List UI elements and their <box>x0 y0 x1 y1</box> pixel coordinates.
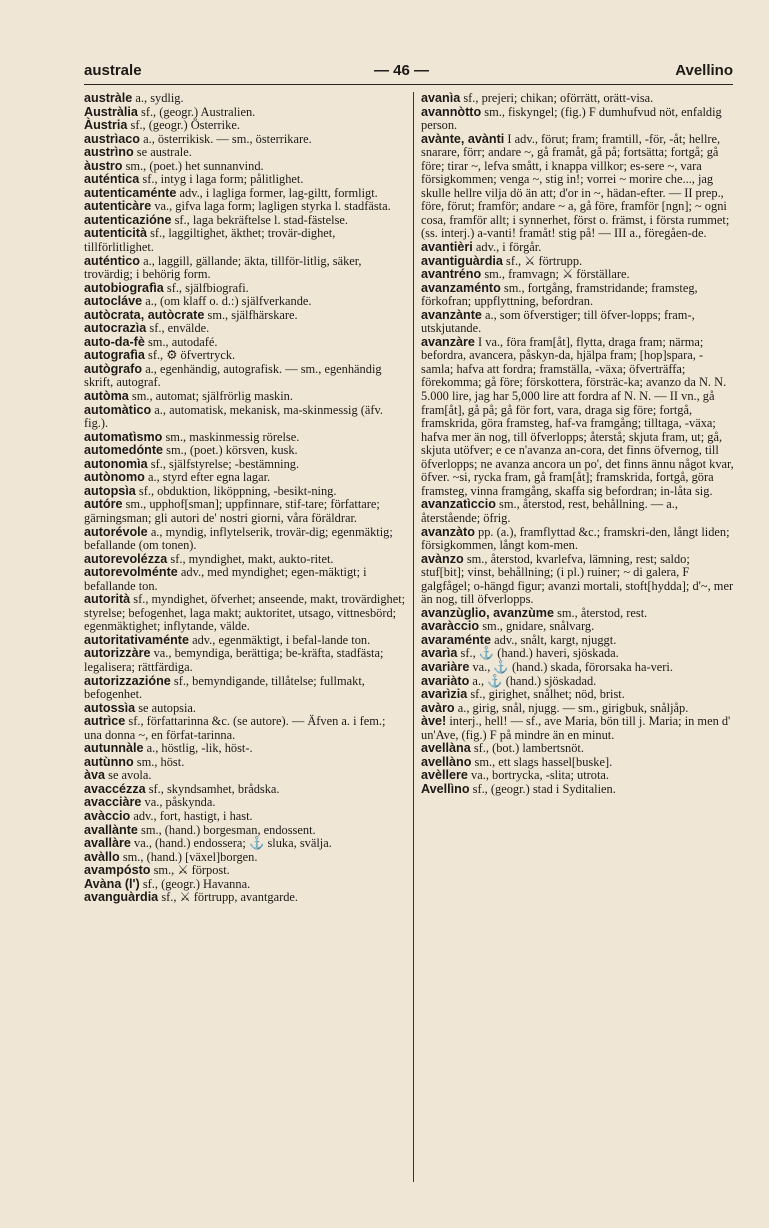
entry-definition: sf., envälde. <box>149 321 210 336</box>
dictionary-entry <box>84 336 406 350</box>
entry-definition: sm., maskinmessig rörelse. <box>165 429 300 444</box>
dictionary-entry <box>84 715 406 742</box>
dictionary-entry <box>421 647 735 661</box>
entry-headword: autùnno <box>84 754 134 769</box>
entry-headword: autocláve <box>84 294 143 309</box>
dictionary-entry <box>84 864 406 878</box>
dictionary-entry <box>421 92 735 106</box>
entry-headword: avanzàre <box>421 334 475 349</box>
dictionary-entry <box>421 526 735 553</box>
entry-headword: autorità <box>84 592 131 607</box>
entry-definition: sf., myndighet, öfverhet; anseende, makt, trovärdighet; styrelse; befogenhet, laga makt; auktoritet, utsago, vittnesbörd; egenmäktighet; inflytande, välde. <box>84 592 406 634</box>
column-divider <box>413 92 414 1182</box>
entry-headword: avanzatìccio <box>421 497 496 512</box>
entry-definition: a., styrd efter egna lagar. <box>147 470 271 485</box>
entry-headword: austrìaco <box>84 131 140 146</box>
entry-definition: sm., (hand.) [växel]borgen. <box>122 849 258 864</box>
entry-headword: avànzo <box>421 551 464 566</box>
entry-definition: sf., intyg i laga form; pålitlighet. <box>142 172 304 187</box>
entry-definition: sf., prejeri; chikan; oförrätt, orätt-visa. <box>463 91 654 105</box>
dictionary-entry <box>84 742 406 756</box>
dictionary-entry <box>84 282 406 296</box>
entry-definition: a., (om klaff o. d.:) själfverkande. <box>145 294 312 309</box>
entry-definition: va., bemyndiga, berättiga; be-kräfta, stadfästa; legalisera; rättfärdiga. <box>84 646 384 674</box>
entry-headword: autòcrata, autòcrate <box>84 307 205 322</box>
entry-definition: sm., autodafé. <box>147 334 218 349</box>
entry-definition: sm., återstod, rest. <box>557 605 648 620</box>
entry-headword: automàtico <box>84 402 152 417</box>
dictionary-entry <box>84 891 406 905</box>
entry-definition: a., egenhändig, autografisk. — sm., egenhändig skrift, autograf. <box>84 361 382 390</box>
dictionary-entry <box>421 498 735 525</box>
entry-definition: sm., återstod, kvarlefva, lämning, rest; saldo; stuf[bit]; vinst, behållning; (i pl.) ruiner; ~ di galera, F galgfågel; o-hängd figur; avanzi mortali, stoft[hydda]; d'~, mer än nog, till öfverlopps. <box>421 551 734 607</box>
entry-definition: sm., (hand.) borgesman, endossent. <box>141 822 316 837</box>
entry-definition: sm., (poet.) het sunnanvind. <box>125 158 264 173</box>
entry-definition: va., ⚓ (hand.) skada, förorsaka ha-veri. <box>472 659 673 674</box>
entry-headword: Àustria <box>84 118 128 133</box>
dictionary-entry <box>84 485 406 499</box>
entry-definition: adv., i förgår. <box>475 240 542 255</box>
entry-headword: avaccézza <box>84 781 146 796</box>
entry-definition: I adv., förut; fram; framtill, -för, -åt; hellre, snarare, förr; andare ~, gå framåt, gå på; fortsätta; fortgå; gå före; tirar ~, lefva smått, i knappa villkor; es-sere ~, vara försigkommen; venga ~, stig in!; vorrei ~ morire che..., jag skulle hellre vilja dö än att; d'or in ~, hädan-efter. — II prep., före, förut; framför; andare ~ a, gå före, framför [ngn]; ~ ogni cosa, framför allt; i synnerhet, först o. främst, i första rummet; (ss. interj.) a-vanti! framåt! stig på! — III a., föregåen-de. <box>421 131 730 241</box>
entry-headword: avanzàto <box>421 524 475 539</box>
entry-headword: autopsìa <box>84 483 136 498</box>
dictionary-entry <box>84 783 406 797</box>
entry-headword: autóre <box>84 497 123 512</box>
header-last-word: Avellino <box>675 62 733 79</box>
entry-definition: sf., ⚙ öfvertryck. <box>148 348 236 363</box>
entry-definition: sm., fiskyngel; (fig.) F dumhufvud nöt, enfaldig person. <box>421 104 722 133</box>
entry-definition: sm., (poet.) körsven, kusk. <box>166 443 298 458</box>
entry-headword: avanìa <box>421 91 461 105</box>
dictionary-entry <box>84 471 406 485</box>
entry-headword: avarìa <box>421 646 458 661</box>
dictionary-entry <box>421 756 735 770</box>
entry-definition: sf., bemyndigande, tillåtelse; fullmakt, befogenhet. <box>84 673 365 702</box>
entry-definition: sm., automat; själfrörlig maskin. <box>131 389 293 404</box>
entry-headword: autenticàre <box>84 199 152 214</box>
entry-headword: avantièri <box>421 240 473 255</box>
entry-headword: avanzaménto <box>421 280 501 295</box>
dictionary-entry <box>84 498 406 525</box>
entry-headword: auténtica <box>84 172 140 187</box>
entry-definition: pp. (a.), framflyttad &c.; framskri-den, långt liden; försigkommen, långt kom-men. <box>421 524 730 553</box>
entry-headword: autenticazióne <box>84 212 172 227</box>
dictionary-entry <box>84 146 406 160</box>
dictionary-entry <box>84 675 406 702</box>
dictionary-entry <box>84 566 406 593</box>
dictionary-entry <box>421 742 735 756</box>
entry-definition: sf., själfstyrelse; -bestämning. <box>150 456 300 471</box>
entry-headword: Avàna (l') <box>84 876 140 891</box>
entry-headword: autorévole <box>84 524 148 539</box>
dictionary-entry <box>421 688 735 702</box>
entry-definition: sf., myndighet, makt, aukto-ritet. <box>170 551 334 566</box>
entry-headword: avanguàrdia <box>84 890 159 905</box>
dictionary-entry <box>421 769 735 783</box>
dictionary-entry <box>84 363 406 390</box>
entry-headword: avanzùglio, avanzùme <box>421 605 554 620</box>
entry-headword: auto-da-fè <box>84 334 145 349</box>
entry-definition: adv., fort, hastigt, i hast. <box>133 808 253 823</box>
entry-definition: se australe. <box>136 145 192 160</box>
entry-definition: sm., återstod, rest, behållning. — a., återstående; öfrig. <box>421 497 678 525</box>
dictionary-entry <box>421 783 735 797</box>
entry-definition: sf., laga bekräftelse l. stad-fästelse. <box>174 212 348 227</box>
entry-headword: autossìa <box>84 700 136 715</box>
entry-headword: autrìce <box>84 714 126 729</box>
entry-headword: avannòtto <box>421 104 482 119</box>
header-rule <box>84 84 733 85</box>
dictionary-entry <box>84 444 406 458</box>
entry-headword: avarìzia <box>421 687 468 702</box>
entry-headword: autobiografìa <box>84 280 164 295</box>
dictionary-entry <box>84 119 406 133</box>
dictionary-entry <box>84 810 406 824</box>
dictionary-entry <box>84 295 406 309</box>
entry-headword: avantiguàrdia <box>421 253 503 268</box>
entry-headword: automatìsmo <box>84 429 163 444</box>
entry-definition: sm., höst. <box>136 754 185 769</box>
dictionary-entry <box>84 309 406 323</box>
dictionary-entry <box>84 173 406 187</box>
page-header <box>84 58 733 82</box>
entry-definition: va., påskynda. <box>144 795 216 810</box>
entry-headword: autenticità <box>84 226 147 241</box>
dictionary-entry <box>84 458 406 472</box>
entry-headword: autocrazìa <box>84 321 147 336</box>
entry-headword: autunnàle <box>84 741 144 756</box>
dictionary-entry <box>421 241 735 255</box>
entry-definition: sf., (geogr.) Australien. <box>141 104 256 119</box>
entry-headword: avèllere <box>421 768 468 783</box>
dictionary-entry <box>84 593 406 634</box>
entry-headword: auténtico <box>84 253 140 268</box>
entry-definition: va., (hand.) endossera; ⚓ sluka, svälja. <box>134 836 332 851</box>
entry-definition: sm., framvagn; ⚔ förställare. <box>484 267 630 282</box>
dictionary-entry <box>84 227 406 254</box>
dictionary-entry <box>84 702 406 716</box>
entry-definition: se avola. <box>108 768 152 783</box>
entry-definition: va., bortrycka, -slita; utrota. <box>471 768 610 783</box>
entry-definition: a., sydlig. <box>135 91 184 105</box>
dictionary-entry <box>421 133 735 241</box>
entry-headword: autonomìa <box>84 456 148 471</box>
entry-definition: a., som öfverstiger; till öfver-lopps; fram-, utskjutande. <box>421 307 695 336</box>
dictionary-entry <box>84 187 406 201</box>
dictionary-entry <box>421 607 735 621</box>
entry-definition: sf., obduktion, liköppning, -besikt-ning. <box>138 483 337 498</box>
entry-headword: autenticaménte <box>84 185 177 200</box>
dictionary-entry <box>421 106 735 133</box>
dictionary-entry <box>84 431 406 445</box>
dictionary-entry <box>84 255 406 282</box>
entry-definition: sm., ⚔ förpost. <box>153 863 230 878</box>
entry-definition: sm., gnidare, snålvarg. <box>482 619 595 634</box>
entry-definition: a., höstlig, -lik, höst-. <box>146 741 253 756</box>
entry-headword: autorevolézza <box>84 551 168 566</box>
entry-definition: sf., (geogr.) Havanna. <box>142 876 251 891</box>
entry-definition: sf., laggiltighet, äkthet; trovär-dighet, tillförlitlighet. <box>84 226 336 255</box>
dictionary-entry <box>84 553 406 567</box>
page-number: — 46 — <box>374 62 430 79</box>
entry-headword: avàro <box>421 700 455 715</box>
entry-headword: avallànte <box>84 822 138 837</box>
dictionary-entry <box>84 647 406 674</box>
entry-definition: sf., själfbiografi. <box>166 280 249 295</box>
entry-headword: avaràccio <box>421 619 480 634</box>
entry-headword: autoritativaménte <box>84 632 189 647</box>
entry-definition: va., gifva laga form; lagligen styrka l. stadfästa. <box>154 199 391 214</box>
entry-headword: autorevolménte <box>84 565 178 580</box>
entry-headword: avellàna <box>421 741 471 756</box>
entry-headword: avariàto <box>421 673 470 688</box>
entry-headword: autògrafo <box>84 361 143 376</box>
dictionary-entry <box>84 526 406 553</box>
dictionary-entry <box>84 878 406 892</box>
left-column <box>84 92 406 905</box>
entry-headword: avariàre <box>421 659 470 674</box>
entry-headword: avellàno <box>421 754 472 769</box>
entry-definition: sf., skyndsamhet, brådska. <box>148 781 280 796</box>
entry-headword: avaraménte <box>421 632 492 647</box>
dictionary-entry <box>421 268 735 282</box>
entry-headword: avàccio <box>84 808 131 823</box>
dictionary-entry <box>84 756 406 770</box>
dictionary-entry <box>84 851 406 865</box>
dictionary-entry <box>84 634 406 648</box>
entry-definition: interj., hell! — sf., ave Maria, bön till j. Maria; in men d' un'Ave, (fig.) F på mindre än en minut. <box>421 714 731 742</box>
entry-headword: àve! <box>421 714 447 729</box>
entry-definition: sf., ⚓ (hand.) haveri, sjöskada. <box>460 646 619 661</box>
dictionary-entry <box>84 200 406 214</box>
entry-headword: automedónte <box>84 443 164 458</box>
entry-definition: sf., girighet, snålhet; nöd, brist. <box>470 687 625 702</box>
dictionary-entry <box>84 837 406 851</box>
entry-definition: sm., upphof[sman]; uppfinnare, stif-tare; författare; gärningsman; gli autori de' nostri giorni, våra föräldrar. <box>84 497 380 525</box>
entry-definition: a., myndig, inflytelserik, trovär-dig; egenmäktig; befallande (om tonen). <box>84 524 393 553</box>
entry-definition: sm., själfhärskare. <box>207 307 298 322</box>
entry-headword: avacciàre <box>84 795 142 810</box>
dictionary-entry <box>84 322 406 336</box>
entry-definition: a., ⚓ (hand.) sjöskadad. <box>472 673 597 688</box>
dictionary-entry <box>421 620 735 634</box>
entry-headword: austràle <box>84 91 133 105</box>
entry-headword: avantréno <box>421 267 482 282</box>
entry-definition: a., girig, snål, njugg. — sm., girigbuk, snåljåp. <box>457 700 689 715</box>
dictionary-entry <box>84 92 406 106</box>
entry-headword: autorizzazióne <box>84 673 171 688</box>
dictionary-entry <box>84 349 406 363</box>
entry-definition: I va., föra fram[åt], flytta, draga fram; närma; befordra, avancera, påskyn-da, hjälpa fram; [hop]spara, -samla; hafva att fordra; framställa, -växa; öfverträffa; förekomma; gå före; förskottera, försträc-ka; avanzo da N. N. 5.000 lire, jag har 5,000 lire att fordra af N. N. — II vn., gå fram[åt], gå på; gå för fort, vara, draga sig före; fortgå, framskrida, göra framsteg, haf-va framgång; tilltaga, -växa; hafva mer än nog, till öfverlopps; återstå; skjuta fram, ut; gå, skjuta utöfver; e ce n'avanza an-cora, det finns öfvernog, till öfverlopps; ne avanza ancora un po', det finns ännu något kvar, öfver. ~si, rycka fram, gå fram[åt]; framskrida, fortgå, göra framsteg, vinna framgång, skaffa sig befordran; in-låta sig. <box>421 334 734 498</box>
dictionary-entry <box>421 661 735 675</box>
entry-headword: autorizzàre <box>84 646 151 661</box>
entry-definition: a., österrikisk. — sm., österrikare. <box>143 131 312 146</box>
entry-definition: sf., ⚔ förtrupp. <box>506 253 583 268</box>
dictionary-entry <box>84 133 406 147</box>
entry-headword: autografìa <box>84 348 145 363</box>
entry-definition: a., laggill, gällande; äkta, tillför-litlig, säker, trovärdig; i behörig form. <box>84 253 362 282</box>
dictionary-entry <box>421 309 735 336</box>
entry-headword: austrìno <box>84 145 134 160</box>
dictionary-entry <box>421 336 735 499</box>
dictionary-entry <box>84 390 406 404</box>
entry-definition: adv., i lagliga former, lag-giltt, formligt. <box>179 185 378 200</box>
entry-definition: sf., (geogr.) stad i Syditalien. <box>472 781 616 796</box>
dictionary-entry <box>84 160 406 174</box>
entry-definition: se autopsia. <box>138 700 197 715</box>
dictionary-entry <box>84 214 406 228</box>
dictionary-entry <box>421 715 735 742</box>
entry-headword: autòma <box>84 389 129 404</box>
dictionary-entry <box>421 675 735 689</box>
dictionary-entry <box>421 553 735 607</box>
entry-definition: sf., ⚔ förtrupp, avantgarde. <box>161 890 299 905</box>
dictionary-entry <box>84 404 406 431</box>
entry-definition: adv., egenmäktigt, i befal-lande ton. <box>192 632 371 647</box>
entry-headword: avampósto <box>84 863 151 878</box>
entry-headword: àustro <box>84 158 123 173</box>
dictionary-entry <box>421 255 735 269</box>
dictionary-entry <box>421 702 735 716</box>
entry-headword: avànte, avànti <box>421 131 505 146</box>
entry-headword: autònomo <box>84 470 145 485</box>
entry-definition: sf., författarinna &c. (se autore). — Äfven a. i fem.; una donna ~, en förfat-tarinna. <box>84 714 386 742</box>
dictionary-entry <box>84 796 406 810</box>
entry-definition: a., automatisk, mekanisk, ma-skinmessig (äfv. fig.). <box>84 402 384 431</box>
header-first-word: australe <box>84 62 142 79</box>
entry-headword: avàllo <box>84 849 120 864</box>
entry-definition: adv., med myndighet; egen-mäktigt; i befallande ton. <box>84 565 367 593</box>
entry-headword: avallàre <box>84 836 131 851</box>
entry-definition: sf., (bot.) lambertsnöt. <box>473 741 584 756</box>
entry-headword: avanzànte <box>421 307 482 322</box>
entry-definition: sm., fortgång, framstridande; framsteg, förkofran; uppflyttning, befordran. <box>421 280 698 309</box>
entry-headword: àva <box>84 768 106 783</box>
dictionary-entry <box>421 282 735 309</box>
entry-definition: adv., snålt, kargt, njuggt. <box>494 632 617 647</box>
entry-headword: Avellìno <box>421 781 470 796</box>
dictionary-entry <box>84 769 406 783</box>
entry-headword: Austràlia <box>84 104 138 119</box>
entry-definition: sm., ett slags hassel[buske]. <box>474 754 613 769</box>
right-column <box>421 92 735 796</box>
entry-definition: sf., (geogr.) Österrike. <box>130 118 240 133</box>
